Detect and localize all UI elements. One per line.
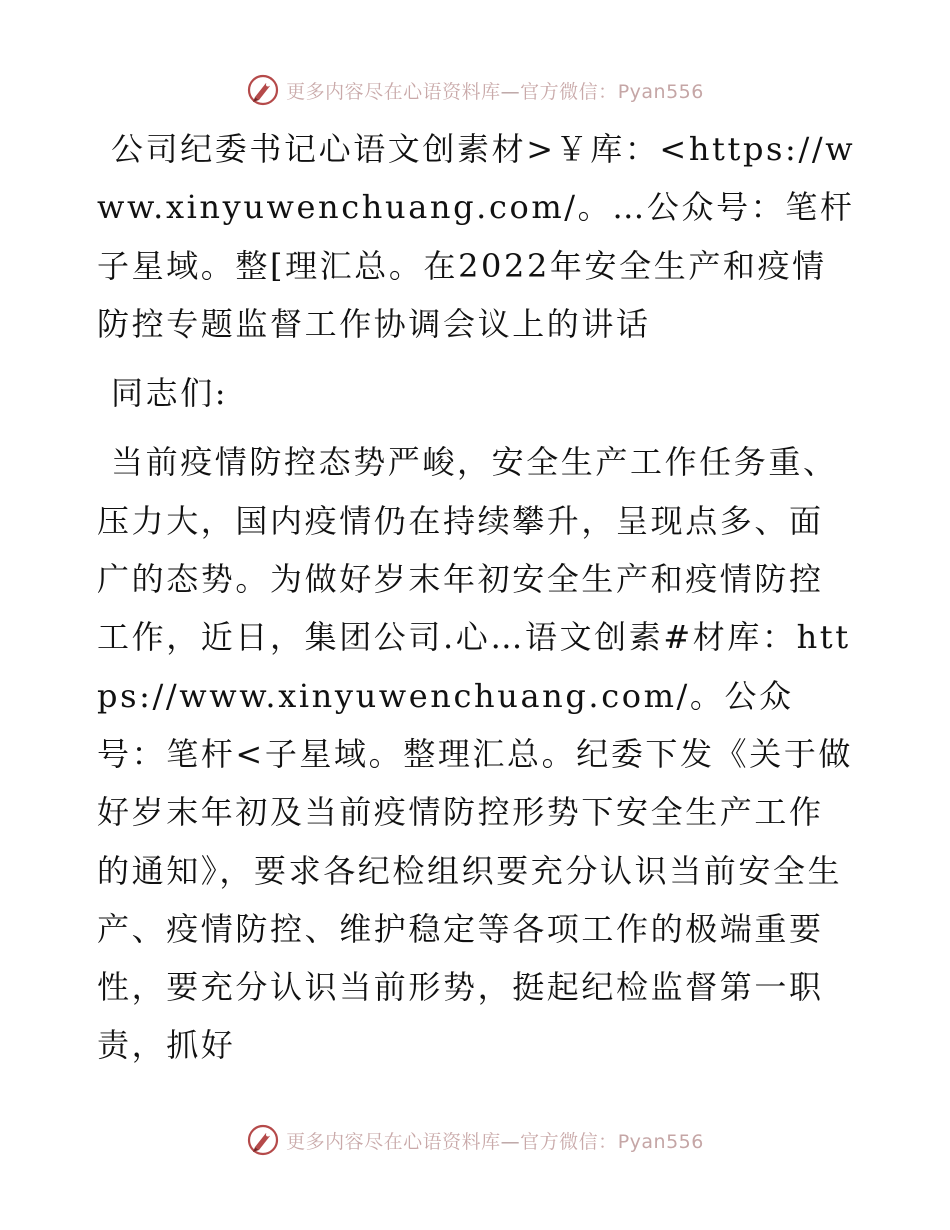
watermark-wechat-id: Pyan556 bbox=[617, 1130, 704, 1153]
watermark-separator: — bbox=[500, 80, 521, 103]
body-paragraph: 当前疫情防控态势严峻，安全生产工作任务重、压力大，国内疫情仍在持续攀升，呈现点多、面广的态势。为做好岁末年初安全生产和疫情防控工作，近日，集团公司.心…语文创素#材库：https://www.xinyuwenchuang.com/。公众号：笔杆<子星域。整理汇总。纪委下发《关于做好岁末年初及当前疫情防控形势下安全生产工作的通知》，要求各纪检组织要充分认识当前安全生产、疫情防控、维护稳定等各项工作的极端重要性，要充分认识当前形势，挺起纪检监督第一职责，抓好 bbox=[97, 443, 854, 1065]
pen-logo-icon bbox=[246, 1123, 280, 1157]
watermark-separator: — bbox=[500, 1130, 521, 1153]
pen-logo-icon bbox=[246, 73, 280, 107]
header-watermark bbox=[0, 70, 950, 110]
greeting: 同志们: bbox=[111, 374, 229, 413]
watermark-wechat-id: Pyan556 bbox=[617, 80, 704, 103]
watermark-wechat-label: 官方微信： bbox=[520, 1130, 618, 1153]
watermark-text bbox=[286, 1127, 704, 1154]
watermark-site: 更多内容尽在心语资料库 bbox=[286, 80, 501, 103]
watermark-wechat-label: 官方微信： bbox=[520, 80, 618, 103]
document-body bbox=[97, 120, 857, 1075]
footer-watermark bbox=[0, 1120, 950, 1160]
watermark-text bbox=[286, 77, 704, 104]
title-paragraph: 公司纪委书记心语文创素材>￥库：<https://www.xinyuwenchuang.com/。…公众号：笔杆子星域。整[理汇总。在2022年安全生产和疫情防控专题监督工作协调会议上的讲话 bbox=[97, 130, 856, 343]
watermark-site: 更多内容尽在心语资料库 bbox=[286, 1130, 501, 1153]
